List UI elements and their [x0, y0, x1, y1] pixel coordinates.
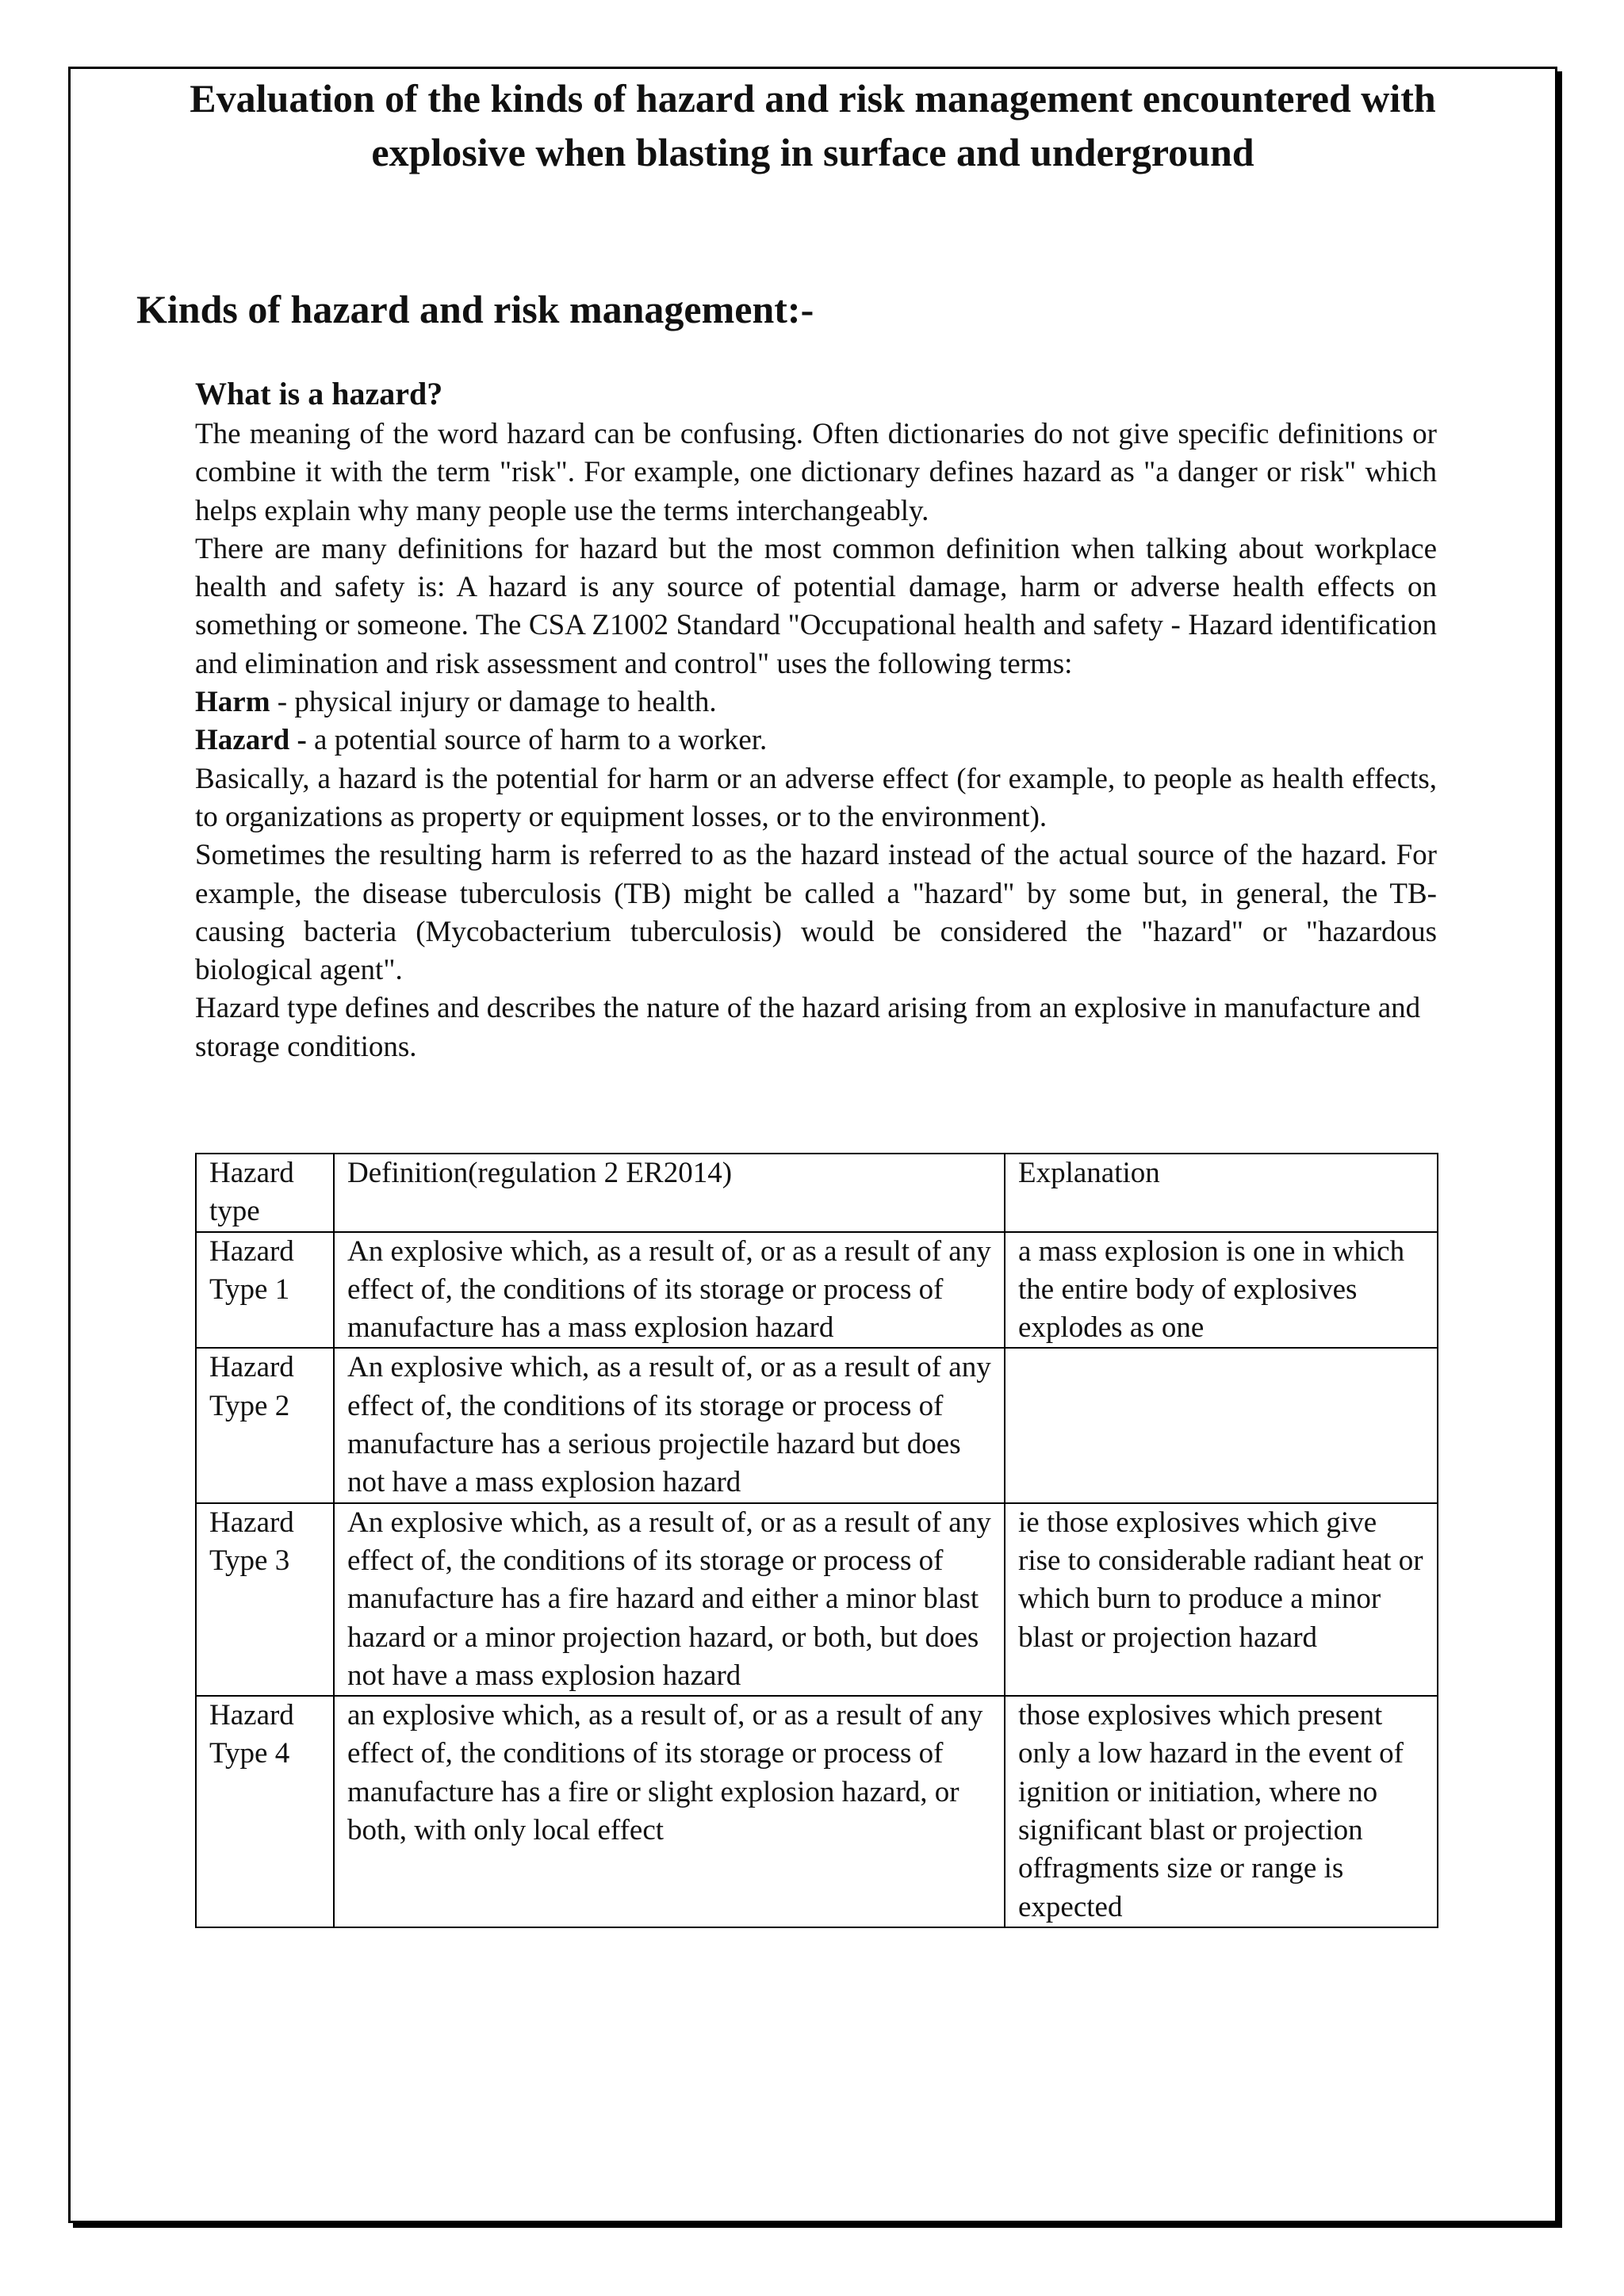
explanation-cell: ie those explosives which give rise to considerable radiant heat or which burn to produce a minor blast or projection hazard [1005, 1503, 1438, 1696]
term-harm: Harm [195, 686, 270, 719]
definition-cell: An explosive which, as a result of, or as a result of any effect of, the conditions of its storage or process of manufacture has a mass explosion hazard [334, 1232, 1005, 1349]
explanation-cell: a mass explosion is one in which the entire body of explosives explodes as one [1005, 1232, 1438, 1349]
hazard-type-cell: Hazard Type 4 [196, 1696, 334, 1927]
paragraph-3: Basically, a hazard is the potential for harm or an adverse effect (for example, to people as health effects, to organizations as property or equipment losses, or to the environment). [195, 762, 1437, 833]
explanation-cell [1005, 1348, 1438, 1502]
definition-hazard [195, 721, 1437, 760]
definition-cell: An explosive which, as a result of, or as a result of any effect of, the conditions of its storage or process of manufacture has a fire hazard and either a minor blast hazard or a minor projection hazard, or both, but does not have a mass explosion hazard [334, 1503, 1005, 1696]
table-header-cell: Hazard type [196, 1154, 334, 1232]
definition-hazard-text: a potential source of harm to a worker. [306, 724, 768, 757]
hazard-type-cell: Hazard Type 3 [196, 1503, 334, 1696]
definition-harm-text: - physical injury or damage to health. [270, 686, 717, 719]
sub-heading-what-is-hazard: What is a hazard? [195, 376, 443, 411]
explanation-cell: those explosives which present only a low hazard in the event of ignition or initiation, where no significant blast or projection offragments size or range is expected [1005, 1696, 1438, 1927]
paragraph-2: There are many definitions for hazard but the most common definition when talking about workplace health and safety is: A hazard is any source of potential damage, harm or adverse health effects on something or someone. The CSA Z1002 Standard "Occupational health and safety - Hazard identification and elimination and risk assessment and control" uses the following terms: [195, 532, 1437, 680]
definition-cell: an explosive which, as a result of, or as a result of any effect of, the conditions of its storage or process of manufacture has a fire or slight explosion hazard, or both, with only local effect [334, 1696, 1005, 1927]
document-title [95, 71, 1530, 179]
body-text [195, 415, 1437, 1066]
definition-cell: An explosive which, as a result of, or as a result of any effect of, the conditions of its storage or process of manufacture has a serious projectile hazard but does not have a mass explosion hazard [334, 1348, 1005, 1502]
table-row [196, 1696, 1438, 1927]
paragraph-4: Sometimes the resulting harm is referred to as the hazard instead of the actual source of the hazard. For example, the disease tuberculosis (TB) might be called a "hazard" by some but, in general, the TB-causing bacteria (Mycobacterium tuberculosis) would be considered the "hazard" or "hazardous biological agent". [195, 839, 1437, 987]
table-row [196, 1503, 1438, 1696]
hazard-type-cell: Hazard Type 1 [196, 1232, 334, 1349]
document-title-line-2: explosive when blasting in surface and underground [371, 130, 1254, 174]
table-header-row [196, 1154, 1438, 1232]
table-row [196, 1348, 1438, 1502]
hazard-type-table [195, 1153, 1438, 1928]
table-row [196, 1232, 1438, 1349]
paragraph-5: Hazard type defines and describes the nature of the hazard arising from an explosive in manufacture and storage conditions. [195, 992, 1421, 1063]
term-hazard: Hazard - [195, 724, 307, 757]
section-heading: Kinds of hazard and risk management:- [136, 287, 814, 331]
document-title-line-1: Evaluation of the kinds of hazard and risk management encountered with [190, 76, 1436, 121]
table-header-cell: Explanation [1005, 1154, 1438, 1232]
hazard-type-cell: Hazard Type 2 [196, 1348, 334, 1502]
paragraph-1: The meaning of the word hazard can be confusing. Often dictionaries do not give specific definitions or combine it with the term "risk". For example, one dictionary defines hazard as "a danger or risk" which helps explain why many people use the terms interchangeably. [195, 418, 1437, 527]
table-header-cell: Definition(regulation 2 ER2014) [334, 1154, 1005, 1232]
definition-harm [195, 683, 1437, 721]
